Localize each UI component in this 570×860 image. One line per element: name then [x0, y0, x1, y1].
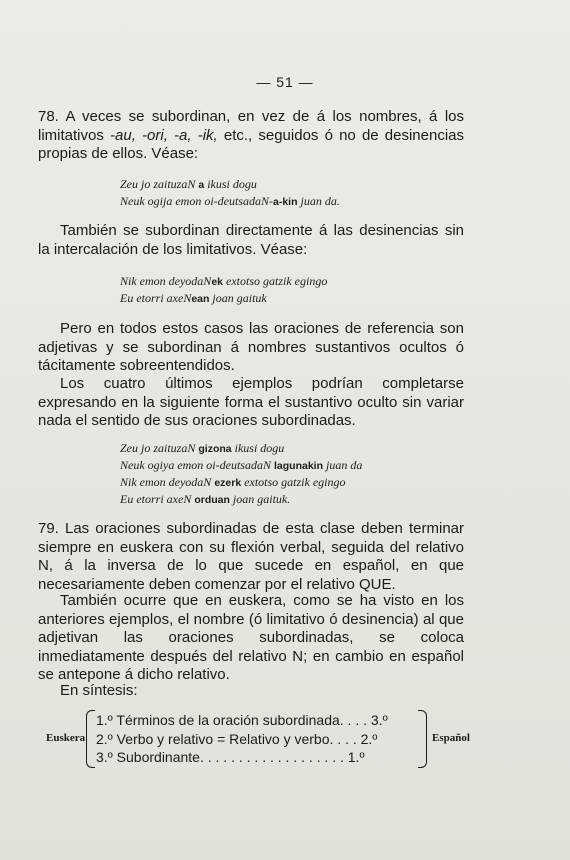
- example-line: Nik emon deyodaNek extotso gatzik egingo: [120, 274, 328, 288]
- paragraph-tambien-2: También ocurre que en euskera, como se ha visto en los anteriores ejemplos, el nombre (ó limitativo ó desinencia) al que adjetivan las oraciones subordinadas, se coloca inmediatamente después del relativo N; en cambio en español se antepone á dicho relativo.: [38, 592, 464, 684]
- example-line: Nik emon deyodaN ezerk extotso gatzik egingo: [120, 475, 346, 489]
- synthesis-row: 2.º Verbo y relativo = Relativo y verbo. . . . 2.º: [96, 730, 378, 747]
- synthesis-row: 3.º Subordinante. . . . . . . . . . . . . . . . . . . 1.º: [96, 749, 365, 765]
- synthesis-table: [0, 708, 570, 770]
- example-line: Neuk ogiya emon oi-deutsadaN lagunakin juan da: [120, 458, 363, 472]
- right-brace: [418, 710, 427, 768]
- example-line: Eu etorri axeN orduan joan gaituk.: [120, 492, 291, 506]
- synthesis-row: 1.º Términos de la oración subordinada. . . . 3.º: [96, 712, 388, 728]
- example-line: Eu etorri axeNean joan gaituk: [120, 291, 267, 305]
- paragraph-sintesis: En síntesis:: [60, 682, 138, 699]
- paragraph-cuatro: Los cuatro últimos ejemplos podrían completarse expresando en la siguiente forma el sustantivo oculto sin variar nada el sentido de sus oraciones subordinadas.: [38, 375, 464, 430]
- paragraph-79: 79. Las oraciones subordinadas de esta clase deben terminar siempre en euskera con su flexión verbal, seguida del relativo N, á la inversa de lo que sucede en español, en que necesariamente deben comenzar por el relativo QUE.: [38, 520, 464, 593]
- paragraph-78-suffixes: -au, -ori, -a, -ik,: [110, 126, 218, 144]
- examples-block-3: [120, 440, 480, 508]
- example-line: Zeu jo zaituzaN gizona ikusi dogu: [120, 441, 285, 455]
- synthesis-right-label: Español: [432, 732, 470, 744]
- paragraph-78-lead: 78. A veces se subordinan, en vez de á los nombres, á los limitativos: [38, 108, 464, 144]
- left-brace: [86, 710, 95, 768]
- example-line: Zeu jo zaituzaN a ikusi dogu: [120, 177, 257, 191]
- example-line: Neuk ogija emon oi-deutsadaN-a-kin juan da.: [120, 194, 340, 208]
- paragraph-78-tail: etc., seguidos ó no de desinencias propias de ellos. Véase:: [38, 126, 465, 163]
- paragraph-pero: Pero en todos estos casos las oraciones de referencia son adjetivas y se subordinan á nombres sustantivos ocultos ó tácitamente sobreentendidos.: [38, 320, 464, 375]
- paragraph-tambien: También se subordinan directamente á las desinencias sin la intercalación de los limitativos. Véase:: [38, 222, 464, 258]
- examples-block-2: [120, 273, 480, 307]
- examples-block-1: [120, 176, 480, 210]
- synthesis-left-label: Euskera: [46, 732, 86, 744]
- synthesis-rows: [96, 711, 416, 767]
- page-number: — 51 —: [256, 74, 314, 90]
- paragraph-78: [38, 108, 464, 164]
